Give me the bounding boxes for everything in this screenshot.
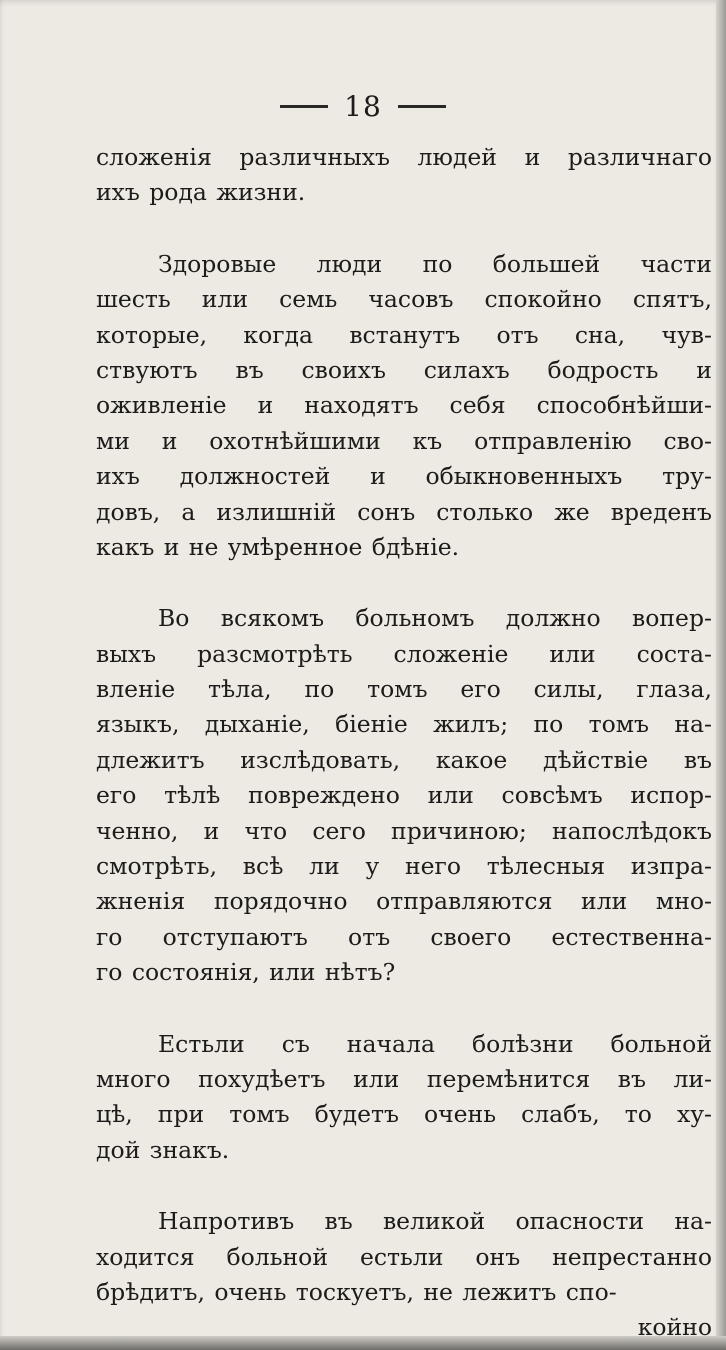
word: или — [201, 285, 249, 314]
word: всякомъ — [220, 604, 325, 633]
word: тру- — [662, 462, 712, 491]
word: глаза, — [636, 675, 712, 704]
word: тѣлѣ — [164, 781, 221, 810]
word: спятъ, — [632, 285, 712, 314]
word: на- — [674, 1207, 712, 1236]
word: Во — [158, 604, 190, 633]
word: дой — [96, 1135, 141, 1164]
word: томъ — [229, 1100, 290, 1129]
word: го — [96, 922, 123, 951]
word: въ — [683, 745, 712, 774]
word: или — [427, 781, 474, 810]
text-line — [96, 459, 712, 494]
paragraph-gap — [96, 211, 712, 247]
word: какое — [435, 745, 508, 774]
word: великой — [382, 1207, 486, 1236]
word: и — [203, 816, 220, 845]
word: должно — [505, 604, 601, 633]
word: различнаго — [567, 143, 712, 171]
word: излишній — [216, 497, 337, 526]
word: сонъ — [357, 497, 416, 526]
word: естьли — [359, 1242, 444, 1271]
word: больной — [226, 1242, 328, 1271]
word: часовъ — [368, 285, 454, 314]
text-line — [96, 1204, 712, 1239]
word: люди — [316, 249, 383, 278]
catchword: койно — [637, 1313, 712, 1342]
word: или — [269, 958, 316, 987]
word: будетъ — [314, 1100, 399, 1129]
word: а — [181, 497, 196, 526]
word: знакъ. — [149, 1135, 230, 1164]
word: жненія — [96, 887, 186, 916]
word: въ — [235, 355, 264, 384]
word: сна, — [574, 320, 626, 349]
word: способнѣйши- — [536, 391, 712, 420]
word: шесть — [96, 285, 171, 314]
paragraph — [96, 247, 712, 566]
word: встанутъ — [349, 320, 461, 349]
page-number: 18 — [344, 89, 382, 123]
word: ихъ — [96, 178, 140, 207]
word: изслѣдовать, — [240, 745, 401, 774]
word: го — [96, 958, 123, 987]
word: состоянія, — [131, 958, 260, 987]
word: разсмотрѣть — [197, 639, 353, 668]
word: отъ — [348, 922, 391, 951]
word: непрестанно — [552, 1242, 712, 1271]
word: длежитъ — [96, 745, 205, 774]
word: жизни. — [216, 178, 306, 207]
word: больномъ — [355, 604, 475, 633]
word: когда — [243, 320, 314, 349]
text-line — [96, 1240, 712, 1275]
text-line — [96, 140, 712, 175]
word: или — [549, 639, 596, 668]
paragraph-gap — [96, 991, 712, 1027]
text-line — [96, 637, 712, 672]
word: порядочно — [213, 887, 348, 916]
word: него — [404, 852, 461, 881]
word: къ — [412, 426, 443, 455]
text-line — [96, 601, 712, 636]
word: отступаютъ — [162, 922, 308, 951]
word: сложеніе — [393, 639, 509, 668]
header-dash-left — [280, 105, 328, 108]
text-line — [96, 1027, 712, 1062]
word: вреденъ — [610, 497, 712, 526]
word: его — [96, 781, 137, 810]
word: части — [640, 249, 712, 278]
word: дѣйствіе — [542, 745, 649, 774]
word: начала — [346, 1029, 435, 1058]
word: ли — [309, 852, 340, 881]
word: цѣ, — [96, 1100, 133, 1129]
word: сего — [312, 816, 366, 845]
word: ствуютъ — [96, 355, 198, 384]
text-line — [96, 1275, 712, 1310]
word: ху- — [676, 1100, 712, 1129]
word: тоскуетъ, — [295, 1277, 414, 1306]
word: Естьли — [158, 1029, 245, 1058]
word: по — [422, 249, 453, 278]
word: и — [163, 532, 180, 561]
word: изпра- — [630, 852, 712, 881]
word: жилъ; — [433, 710, 509, 739]
text-line — [96, 1133, 712, 1168]
word: спо- — [565, 1277, 617, 1306]
word: столько — [436, 497, 534, 526]
word: ми — [96, 426, 130, 455]
paragraph — [96, 1204, 712, 1310]
word: очень — [214, 1277, 287, 1306]
word: отправляются — [376, 887, 553, 916]
text-line — [96, 778, 712, 813]
word: отправленію — [474, 426, 632, 455]
word: напослѣдокъ — [551, 816, 712, 845]
word: Напротивъ — [158, 1207, 295, 1236]
text-line — [96, 672, 712, 707]
word: больной — [610, 1029, 712, 1058]
word: бодрость — [547, 355, 659, 384]
text-line — [96, 814, 712, 849]
word: дыханіе, — [204, 710, 310, 739]
word: лежитъ — [462, 1277, 557, 1306]
word: какъ — [96, 532, 155, 561]
word: смотрѣть, — [96, 852, 218, 881]
word: нѣтъ? — [324, 958, 396, 987]
word: и — [524, 143, 541, 171]
word: и — [696, 355, 712, 384]
word: выхъ — [96, 639, 157, 668]
word: и — [161, 426, 178, 455]
word: силахъ — [423, 355, 510, 384]
word: очень — [423, 1100, 497, 1129]
text-line — [96, 247, 712, 282]
word: отъ — [496, 320, 539, 349]
word: вопер- — [632, 604, 712, 633]
word: испор- — [630, 781, 712, 810]
word: и — [257, 391, 274, 420]
word: совсѣмъ — [501, 781, 603, 810]
body-text — [96, 140, 712, 1346]
word: въ — [617, 1064, 646, 1093]
word: при — [157, 1100, 205, 1129]
word: ихъ — [96, 462, 140, 491]
word: оживленіе — [96, 391, 227, 420]
word: себя — [449, 391, 506, 420]
paragraph — [96, 1027, 712, 1169]
text-line — [96, 175, 712, 210]
paragraph — [96, 601, 712, 990]
text-line — [96, 1062, 712, 1097]
text-line — [96, 495, 712, 530]
text-line — [96, 1097, 712, 1132]
word: не — [423, 1277, 453, 1306]
word: охотнѣйшими — [209, 426, 381, 455]
text-line — [96, 353, 712, 388]
word: ходится — [96, 1242, 195, 1271]
word: на- — [674, 710, 712, 739]
word: повреждено — [248, 781, 400, 810]
text-line — [96, 920, 712, 955]
paragraph-gap — [96, 1168, 712, 1204]
word: умѣренное — [227, 532, 363, 561]
word: вленіе — [96, 675, 176, 704]
word: семь — [279, 285, 338, 314]
word: съ — [281, 1029, 310, 1058]
word: и — [370, 462, 386, 491]
word: различныхъ — [239, 143, 390, 171]
word: онъ — [475, 1242, 521, 1271]
word: обыкновенныхъ — [425, 462, 623, 491]
text-line — [96, 707, 712, 742]
word: своихъ — [301, 355, 386, 384]
word: по — [304, 675, 335, 704]
word: ли- — [673, 1064, 712, 1093]
word: не — [188, 532, 219, 561]
word: находятъ — [304, 391, 419, 420]
word: или — [353, 1064, 400, 1093]
word: или — [581, 887, 628, 916]
word: чув- — [661, 320, 712, 349]
text-line — [96, 388, 712, 423]
word: соста- — [636, 639, 712, 668]
text-line — [96, 318, 712, 353]
word: его — [460, 675, 501, 704]
word: перемѣнится — [426, 1064, 591, 1093]
catchword-line — [96, 1310, 712, 1345]
word: сложенія — [96, 143, 212, 171]
word: ченно, — [96, 816, 179, 845]
word: похудѣетъ — [198, 1064, 326, 1093]
word: у — [365, 852, 380, 881]
word: много — [96, 1064, 171, 1093]
word: силы, — [533, 675, 604, 704]
text-line — [96, 884, 712, 919]
word: тѣла, — [208, 675, 272, 704]
word: что — [244, 816, 288, 845]
text-line — [96, 743, 712, 778]
word: должностей — [179, 462, 331, 491]
word: біеніе — [335, 710, 408, 739]
word: людей — [417, 143, 497, 171]
word: рода — [149, 178, 207, 207]
word: по — [533, 710, 564, 739]
word: своего — [430, 922, 512, 951]
word: томъ — [588, 710, 649, 739]
word: сво- — [663, 426, 712, 455]
paragraph-gap — [96, 565, 712, 601]
word: которые, — [96, 320, 208, 349]
word: болѣзни — [471, 1029, 574, 1058]
header-dash-right — [398, 105, 446, 108]
word: томъ — [367, 675, 428, 704]
text-line — [96, 955, 712, 990]
word: большей — [492, 249, 601, 278]
word: слабъ, — [521, 1100, 600, 1129]
text-line — [96, 530, 712, 565]
text-line — [96, 424, 712, 459]
word: мно- — [655, 887, 712, 916]
word: въ — [324, 1207, 353, 1236]
word: Здоровые — [158, 249, 277, 278]
text-line — [96, 849, 712, 884]
word: довъ, — [96, 497, 161, 526]
word: опасности — [515, 1207, 645, 1236]
word: причиною; — [391, 816, 527, 845]
word: брѣдитъ, — [96, 1277, 205, 1306]
text-line — [96, 282, 712, 317]
word: спокойно — [484, 285, 602, 314]
paragraph — [96, 140, 712, 211]
word: же — [554, 497, 590, 526]
word: естественна- — [551, 922, 712, 951]
page-header — [0, 86, 726, 126]
word: тѣлесныя — [486, 852, 606, 881]
word: то — [624, 1100, 652, 1129]
word: всѣ — [242, 852, 284, 881]
page-edge-right — [716, 0, 726, 1350]
word: языкъ, — [96, 710, 180, 739]
word: бдѣніе. — [371, 532, 460, 561]
